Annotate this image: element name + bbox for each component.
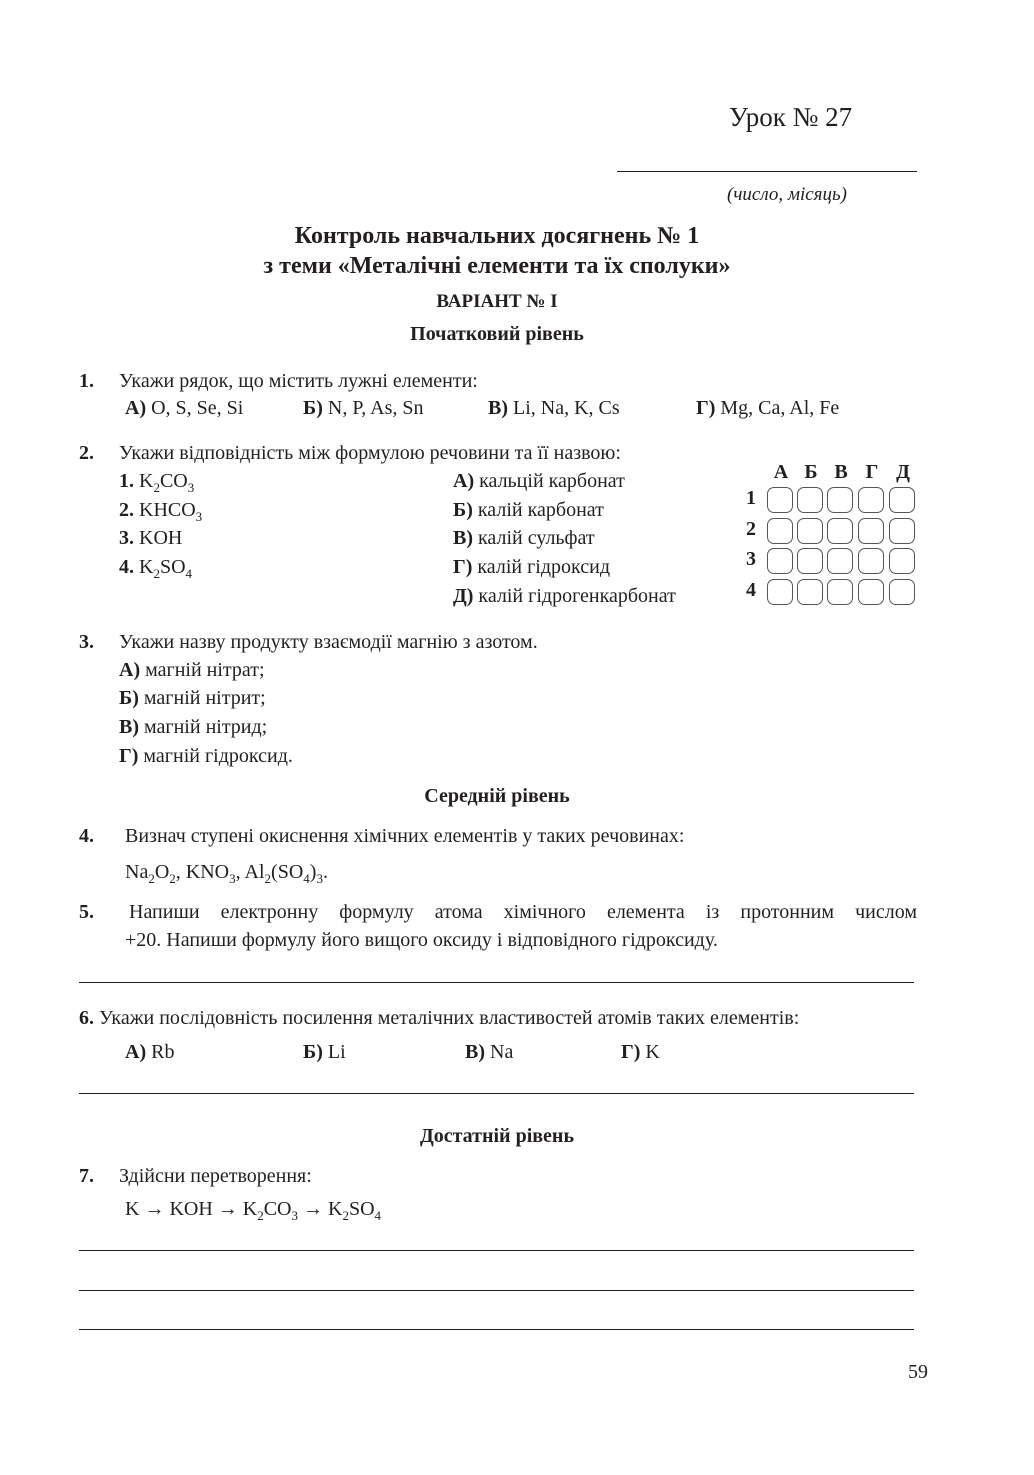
q2-name-a: А) кальцій карбонат [453, 470, 625, 492]
q1-number: 1. [79, 370, 94, 392]
grid-cell-1v[interactable] [827, 487, 853, 513]
q2-number: 2. [79, 442, 94, 464]
level-initial: Початковий рівень [410, 323, 584, 345]
grid-cell-2v[interactable] [827, 518, 853, 544]
q3-option-a: А) магній нітрат; [119, 659, 265, 681]
q1-option-v [488, 394, 620, 422]
grid-cell-2g[interactable] [858, 518, 884, 544]
formula-index: 3. [119, 527, 134, 549]
formula-index: 2. [119, 499, 134, 521]
q1-option-text: O, S, Se, Si [151, 397, 244, 419]
q7-chain: K → KOH → $K_2CO_3 \to K_2SO_4$ [125, 1198, 382, 1223]
q3-number: 3. [79, 631, 94, 653]
answer-line[interactable] [79, 1093, 914, 1094]
grid-cell-1g[interactable] [858, 487, 884, 513]
level-sufficient: Достатній рівень [419, 1125, 575, 1147]
q3-option-b: Б) магній нітрит; [119, 687, 266, 709]
grid-cell-2a[interactable] [767, 518, 793, 544]
formula: $KHCO_3$ [139, 499, 203, 524]
q1-option-text: Mg, Ca, Al, Fe [720, 397, 840, 419]
date-line [617, 171, 917, 172]
q7-number: 7. [79, 1165, 94, 1187]
q1-option-g [696, 394, 839, 422]
q6-number: 6. [79, 1007, 94, 1029]
q6-option-g: Г) K [621, 1041, 660, 1063]
grid-cell-3v[interactable] [827, 548, 853, 574]
q2-formula-4 [119, 553, 192, 581]
q1-text: Укажи рядок, що містить лужні елементи: [119, 370, 478, 392]
title-line2: з теми «Металічні елементи та їх сполуки» [263, 253, 731, 279]
level-medium: Середній рівень [424, 785, 570, 807]
grid-cell-1b[interactable] [797, 487, 823, 513]
q2-formula-1 [119, 467, 194, 495]
grid-cell-4a[interactable] [767, 579, 793, 605]
grid-cell-2b[interactable] [797, 518, 823, 544]
q1-option-text: Li, Na, K, Cs [513, 397, 620, 419]
grid-row-label: 3 [746, 548, 756, 570]
q2-name-v: В) калій сульфат [453, 527, 595, 549]
q6-option-a: А) Rb [125, 1041, 175, 1063]
q6-option-b: Б) Li [303, 1041, 346, 1063]
grid-col-label: Б [804, 461, 818, 483]
page-number: 59 [908, 1361, 928, 1383]
answer-line[interactable] [79, 1290, 914, 1291]
grid-cell-4d[interactable] [889, 579, 915, 605]
q3-text: Укажи назву продукту взаємодії магнію з азотом. [119, 631, 538, 653]
q2-formula-2 [119, 496, 202, 524]
q2-name-d: Д) калій гідрогенкарбонат [453, 585, 676, 607]
grid-cell-4v[interactable] [827, 579, 853, 605]
grid-row-label: 1 [746, 487, 756, 509]
grid-col-label: В [834, 461, 848, 483]
q2-formula-3 [119, 524, 182, 552]
formula: KOH [139, 527, 183, 549]
q6-prompt [79, 1004, 799, 1032]
grid-cell-3g[interactable] [858, 548, 884, 574]
formula-index: 4. [119, 556, 134, 578]
q4-text: Визнач ступені окиснення хімічних елементів у таких речовинах: [125, 825, 685, 847]
answer-line[interactable] [79, 1250, 914, 1251]
q1-option-letter: А) [125, 397, 147, 419]
q6-text: Укажи послідовність посилення металічних властивостей атомів таких елементів: [99, 1007, 800, 1029]
q5-line1: Напиши електронну формулу атома хімічного елемента із протонним числом [129, 901, 917, 923]
grid-cell-2d[interactable] [889, 518, 915, 544]
formula: $K_2CO_3$ [139, 470, 195, 495]
answer-line[interactable] [79, 982, 914, 983]
lesson-number: Урок № 27 [729, 102, 853, 132]
q6-option-v: В) Na [465, 1041, 514, 1063]
formula: $K_2SO_4$ [139, 556, 193, 581]
grid-cell-4g[interactable] [858, 579, 884, 605]
grid-row-label: 2 [746, 518, 756, 540]
answer-line[interactable] [79, 1329, 914, 1330]
q2-name-g: Г) калій гідроксид [453, 556, 611, 578]
q1-option-b [303, 394, 424, 422]
q7-text: Здійсни перетворення: [119, 1165, 312, 1187]
grid-cell-1d[interactable] [889, 487, 915, 513]
grid-row-label: 4 [746, 579, 756, 601]
q3-option-g: Г) магній гідроксид. [119, 745, 293, 767]
q4-formula: $Na_2O_2$, $KNO_3$, $Al_2(SO_4)_3$. [125, 861, 328, 886]
q1-option-letter: Г) [696, 397, 716, 419]
variant-title: ВАРІАНТ № І [436, 291, 558, 312]
grid-col-label: Г [865, 461, 879, 483]
q4-number: 4. [79, 825, 94, 847]
grid-cell-3a[interactable] [767, 548, 793, 574]
q2-name-b: Б) калій карбонат [453, 499, 604, 521]
q1-option-letter: В) [488, 397, 508, 419]
grid-cell-1a[interactable] [767, 487, 793, 513]
q5-number: 5. [79, 901, 94, 923]
grid-col-label: Д [896, 461, 910, 483]
q5-line2: +20. Напиши формулу його вищого оксиду і відповідного гідроксиду. [125, 929, 718, 951]
grid-cell-3d[interactable] [889, 548, 915, 574]
q1-option-letter: Б) [303, 397, 323, 419]
date-caption: (число, місяць) [727, 184, 847, 205]
formula-index: 1. [119, 470, 134, 492]
grid-cell-3b[interactable] [797, 548, 823, 574]
grid-col-label: А [773, 461, 789, 483]
q1-option-text: N, P, As, Sn [327, 397, 424, 419]
q2-text: Укажи відповідність між формулою речовини та її назвою: [119, 442, 621, 464]
q3-option-v: В) магній нітрид; [119, 716, 268, 738]
q1-option-a [125, 394, 243, 422]
title-line1: Контроль навчальних досягнень № 1 [294, 223, 700, 249]
grid-cell-4b[interactable] [797, 579, 823, 605]
